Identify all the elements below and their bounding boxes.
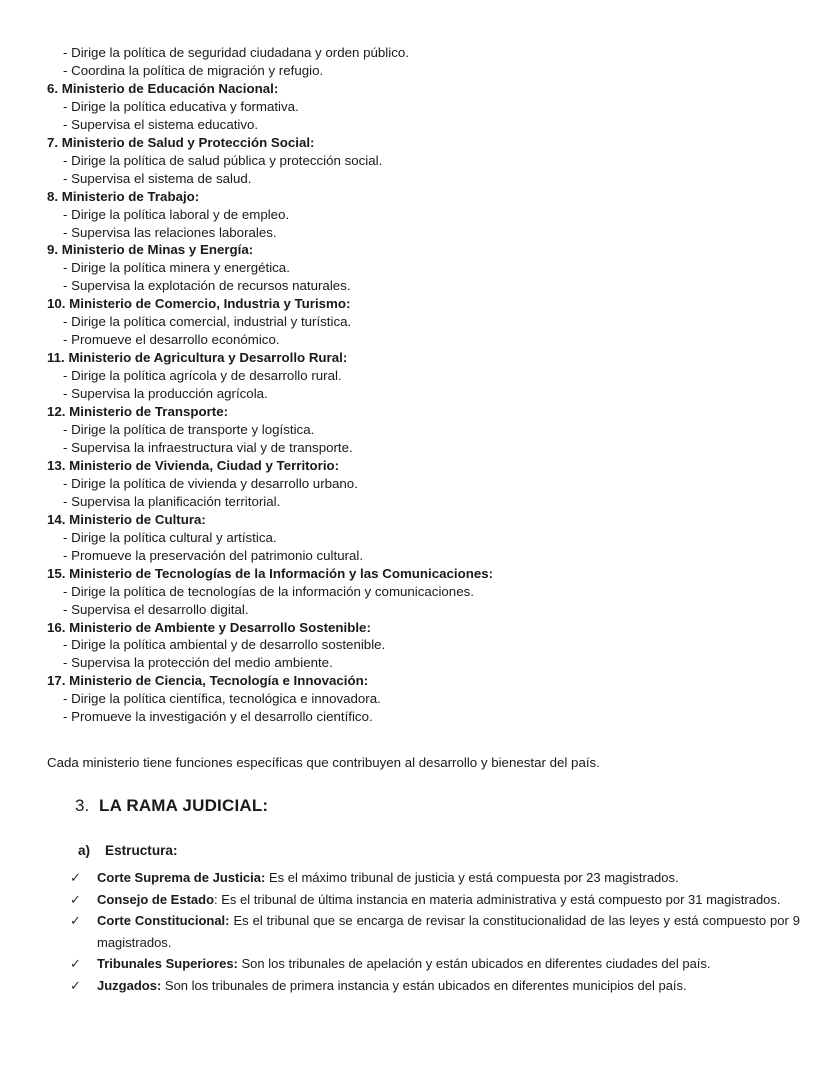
- item-term: Juzgados:: [97, 977, 162, 993]
- checkmark-icon: ✓: [70, 891, 81, 907]
- checkmark-icon: ✓: [70, 913, 81, 929]
- ministry-function: - Supervisa la explotación de recursos naturales.: [63, 278, 351, 294]
- ministry-function: - Supervisa el sistema educativo.: [63, 116, 259, 132]
- checkmark-icon: ✓: [70, 870, 81, 886]
- subsection-label: a): [78, 843, 91, 859]
- ministry-heading: 15. Ministerio de Tecnologías de la Información y las Comunicaciones:: [47, 565, 494, 581]
- ministry-heading: 16. Ministerio de Ambiente y Desarrollo Sostenible:: [47, 619, 371, 635]
- item-term: Corte Suprema de Justicia:: [97, 870, 266, 886]
- section-number: 3.: [75, 796, 90, 816]
- ministry-function: - Supervisa el desarrollo digital.: [63, 601, 249, 617]
- ministry-function: - Dirige la política cultural y artística.: [63, 529, 277, 545]
- ministry-function: - Supervisa el sistema de salud.: [63, 170, 252, 186]
- ministry-function: - Supervisa las relaciones laborales.: [63, 224, 277, 240]
- ministry-heading: 13. Ministerio de Vivienda, Ciudad y Territorio:: [47, 457, 340, 473]
- section-title: LA RAMA JUDICIAL:: [99, 796, 269, 816]
- ministry-function: - Supervisa la producción agrícola.: [63, 386, 268, 402]
- ministry-list: [47, 44, 800, 726]
- ministry-heading: 8. Ministerio de Trabajo:: [47, 188, 200, 204]
- item-text: Son los tribunales de apelación y están ubicados en diferentes ciudades del país.: [237, 956, 711, 972]
- item-term: Tribunales Superiores:: [97, 956, 238, 972]
- ministry-function: - Coordina la política de migración y refugio.: [63, 62, 324, 78]
- ministry-function: - Dirige la política de transporte y logística.: [63, 422, 315, 438]
- checkmark-icon: ✓: [70, 956, 81, 972]
- item-text: Son los tribunales de primera instancia y están ubicados en diferentes municipios del país.: [161, 977, 687, 993]
- subsection-title: Estructura:: [105, 843, 178, 859]
- judicial-structure-item: [47, 910, 800, 953]
- item-text: Es el máximo tribunal de justicia y está compuesta por 23 magistrados.: [265, 870, 679, 886]
- item-term: Corte Constitucional:: [97, 913, 230, 929]
- checkmark-icon: ✓: [70, 977, 81, 993]
- ministry-function: - Dirige la política comercial, industrial y turística.: [63, 314, 352, 330]
- ministry-heading: 12. Ministerio de Transporte:: [47, 404, 229, 420]
- closing-paragraph: Cada ministerio tiene funciones específicas que contribuyen al desarrollo y bienestar del país.: [47, 755, 600, 771]
- ministry-heading: 14. Ministerio de Cultura:: [47, 511, 206, 527]
- judicial-structure-list: [47, 867, 800, 996]
- judicial-structure-item: [47, 975, 800, 997]
- judicial-structure-item: [47, 867, 800, 889]
- ministry-function: - Dirige la política ambiental y de desarrollo sostenible.: [63, 637, 386, 653]
- ministry-function: - Supervisa la infraestructura vial y de transporte.: [63, 439, 353, 455]
- ministry-function: - Dirige la política de salud pública y protección social.: [63, 152, 383, 168]
- judicial-structure-item: [47, 889, 800, 911]
- ministry-function: - Promueve el desarrollo económico.: [63, 332, 280, 348]
- ministry-function: - Dirige la política educativa y formativa.: [63, 98, 299, 114]
- ministry-function: - Dirige la política de tecnologías de la información y comunicaciones.: [63, 583, 474, 599]
- ministry-function: - Supervisa la planificación territorial.: [63, 493, 281, 509]
- ministry-function: - Dirige la política de vivienda y desarrollo urbano.: [63, 475, 358, 491]
- ministry-function: - Dirige la política científica, tecnológica e innovadora.: [63, 691, 381, 707]
- ministry-function: - Dirige la política laboral y de empleo.: [63, 206, 290, 222]
- ministry-heading: 17. Ministerio de Ciencia, Tecnología e Innovación:: [47, 673, 369, 689]
- judicial-structure-item: [47, 953, 800, 975]
- ministry-function: - Dirige la política agrícola y de desarrollo rural.: [63, 368, 342, 384]
- ministry-function: - Promueve la investigación y el desarrollo científico.: [63, 709, 373, 725]
- ministry-function: - Supervisa la protección del medio ambiente.: [63, 655, 333, 671]
- ministry-heading: 6. Ministerio de Educación Nacional:: [47, 80, 279, 96]
- ministry-function: - Promueve la preservación del patrimonio cultural.: [63, 547, 364, 563]
- section-heading: [47, 794, 800, 817]
- item-term: Consejo de Estado: [97, 891, 215, 907]
- ministry-heading: 9. Ministerio de Minas y Energía:: [47, 242, 254, 258]
- ministry-heading: 10. Ministerio de Comercio, Industria y Turismo:: [47, 296, 351, 312]
- ministry-heading: 11. Ministerio de Agricultura y Desarrollo Rural:: [47, 350, 348, 366]
- ministry-heading: 7. Ministerio de Salud y Protección Social:: [47, 134, 315, 150]
- subsection-heading: [47, 842, 800, 860]
- ministry-function: - Dirige la política minera y energética.: [63, 260, 290, 276]
- item-text: Es el tribunal que se encarga de revisar la constitucionalidad de las leyes y está compuesto por 9 magistrados.: [97, 913, 800, 950]
- ministry-function: - Dirige la política de seguridad ciudadana y orden público.: [63, 45, 409, 60]
- item-text: : Es el tribunal de última instancia en materia administrativa y está compuesto por 31 magistrados.: [214, 891, 781, 907]
